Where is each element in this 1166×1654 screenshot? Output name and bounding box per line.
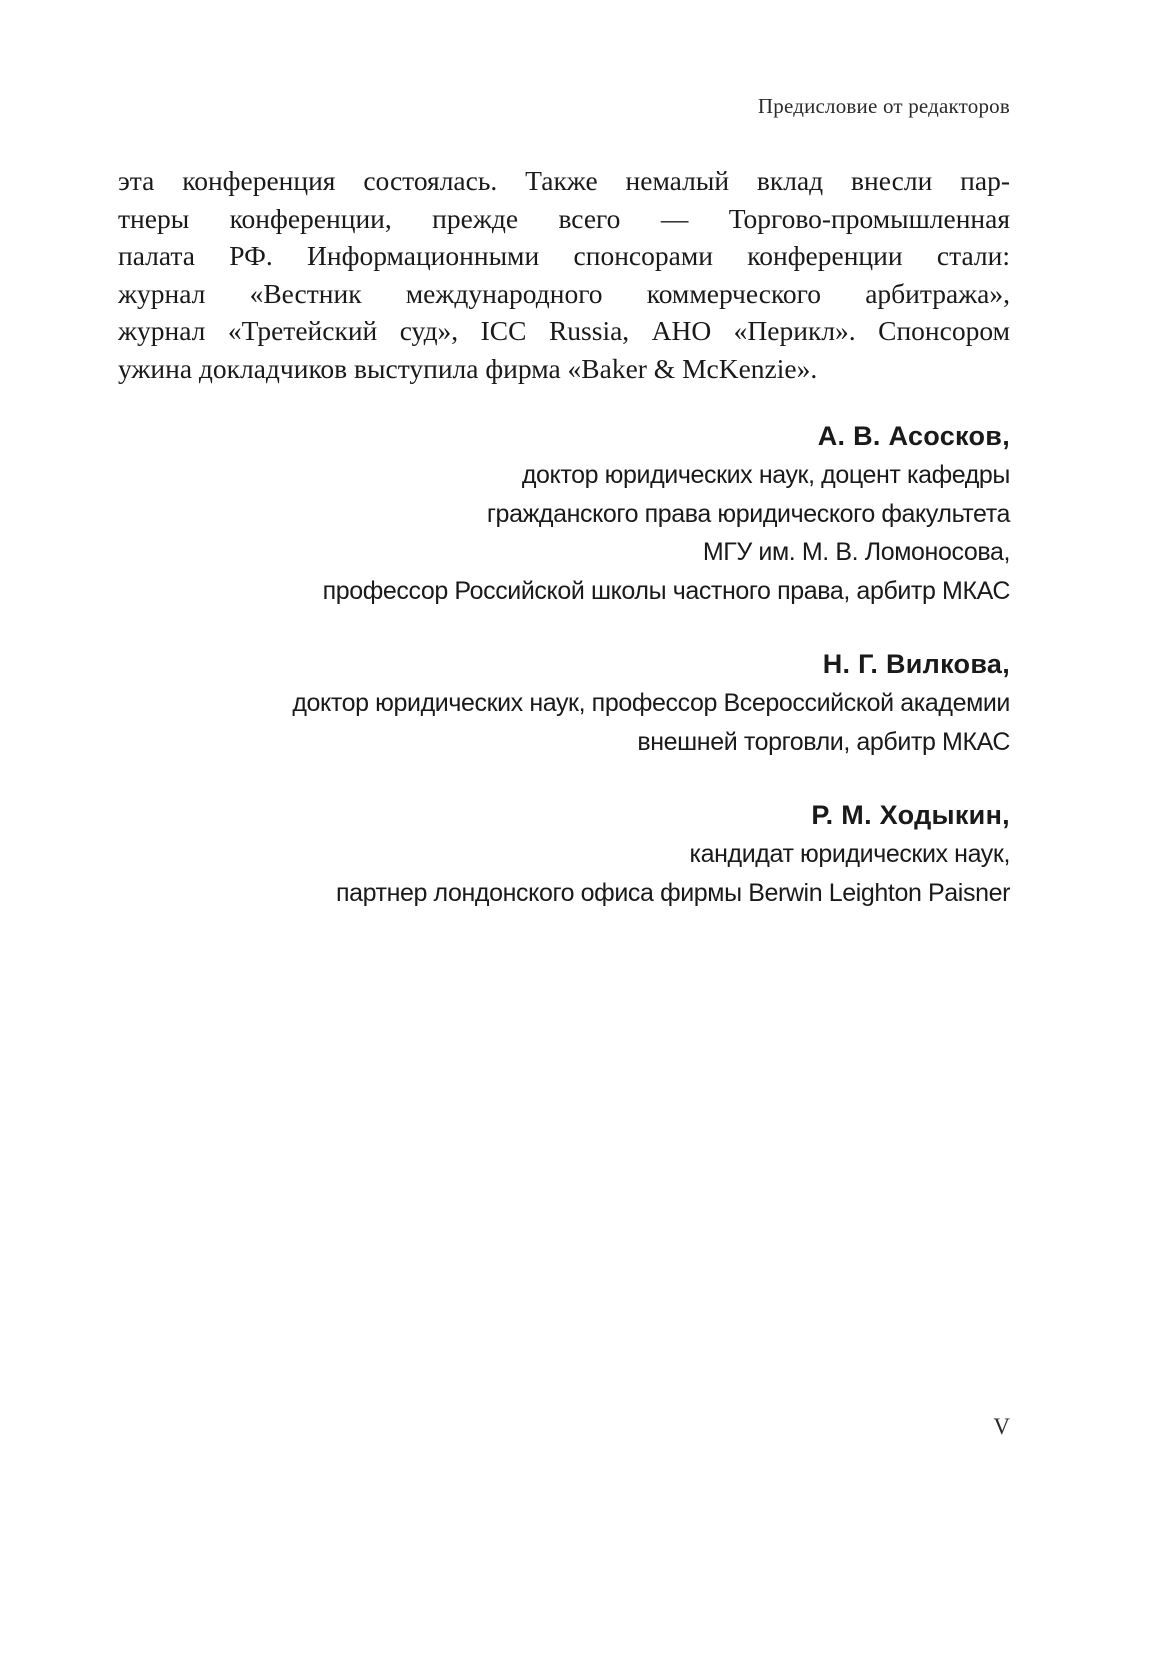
running-header: Предисловие от редакторов — [757, 94, 1010, 118]
body-line: журнал «Третейский суд», ICC Russia, АНО «Перикл». Спонсором — [118, 315, 1010, 347]
page-number: V — [993, 1414, 1010, 1439]
body-line: ужина докладчиков выступила фирма «Baker & McKenzie». — [118, 352, 818, 384]
signature-name: А. В. Асосков, — [817, 421, 1010, 451]
signature-asoskov — [110, 416, 1010, 610]
signature-credential: гражданского права юридического факультета — [486, 499, 1010, 528]
body-paragraph — [118, 162, 1010, 388]
body-line: журнал «Вестник международного коммерческого арбитража», — [118, 277, 1010, 309]
body-line: палата РФ. Информационными спонсорами конференции стали: — [118, 240, 1010, 272]
signature-credential: кандидат юридических наук, — [689, 840, 1010, 868]
body-line: эта конференция состоялась. Также немалый вклад внесли пар- — [118, 165, 1010, 196]
signature-vilkova — [110, 644, 1010, 761]
signature-credential: МГУ им. М. В. Ломоносова, — [702, 538, 1010, 566]
signature-credential: профессор Российской школы частного права, арбитр МКАС — [322, 576, 1010, 605]
signature-credential: внешней торговли, арбитр МКАС — [637, 727, 1010, 756]
signatures-section — [110, 416, 1010, 946]
signature-credential: доктор юридических наук, доцент кафедры — [521, 461, 1010, 489]
signature-khodykin — [110, 795, 1010, 912]
signature-credential: партнер лондонского офиса фирмы Berwin Leighton Paisner — [335, 878, 1010, 907]
signature-credential: доктор юридических наук, профессор Всероссийской академии — [292, 689, 1010, 717]
signature-name: Р. М. Ходыкин, — [811, 800, 1010, 830]
signature-name: Н. Г. Вилкова, — [822, 649, 1010, 679]
body-line: тнеры конференции, прежде всего — Торгово-промышленная — [118, 202, 1010, 234]
